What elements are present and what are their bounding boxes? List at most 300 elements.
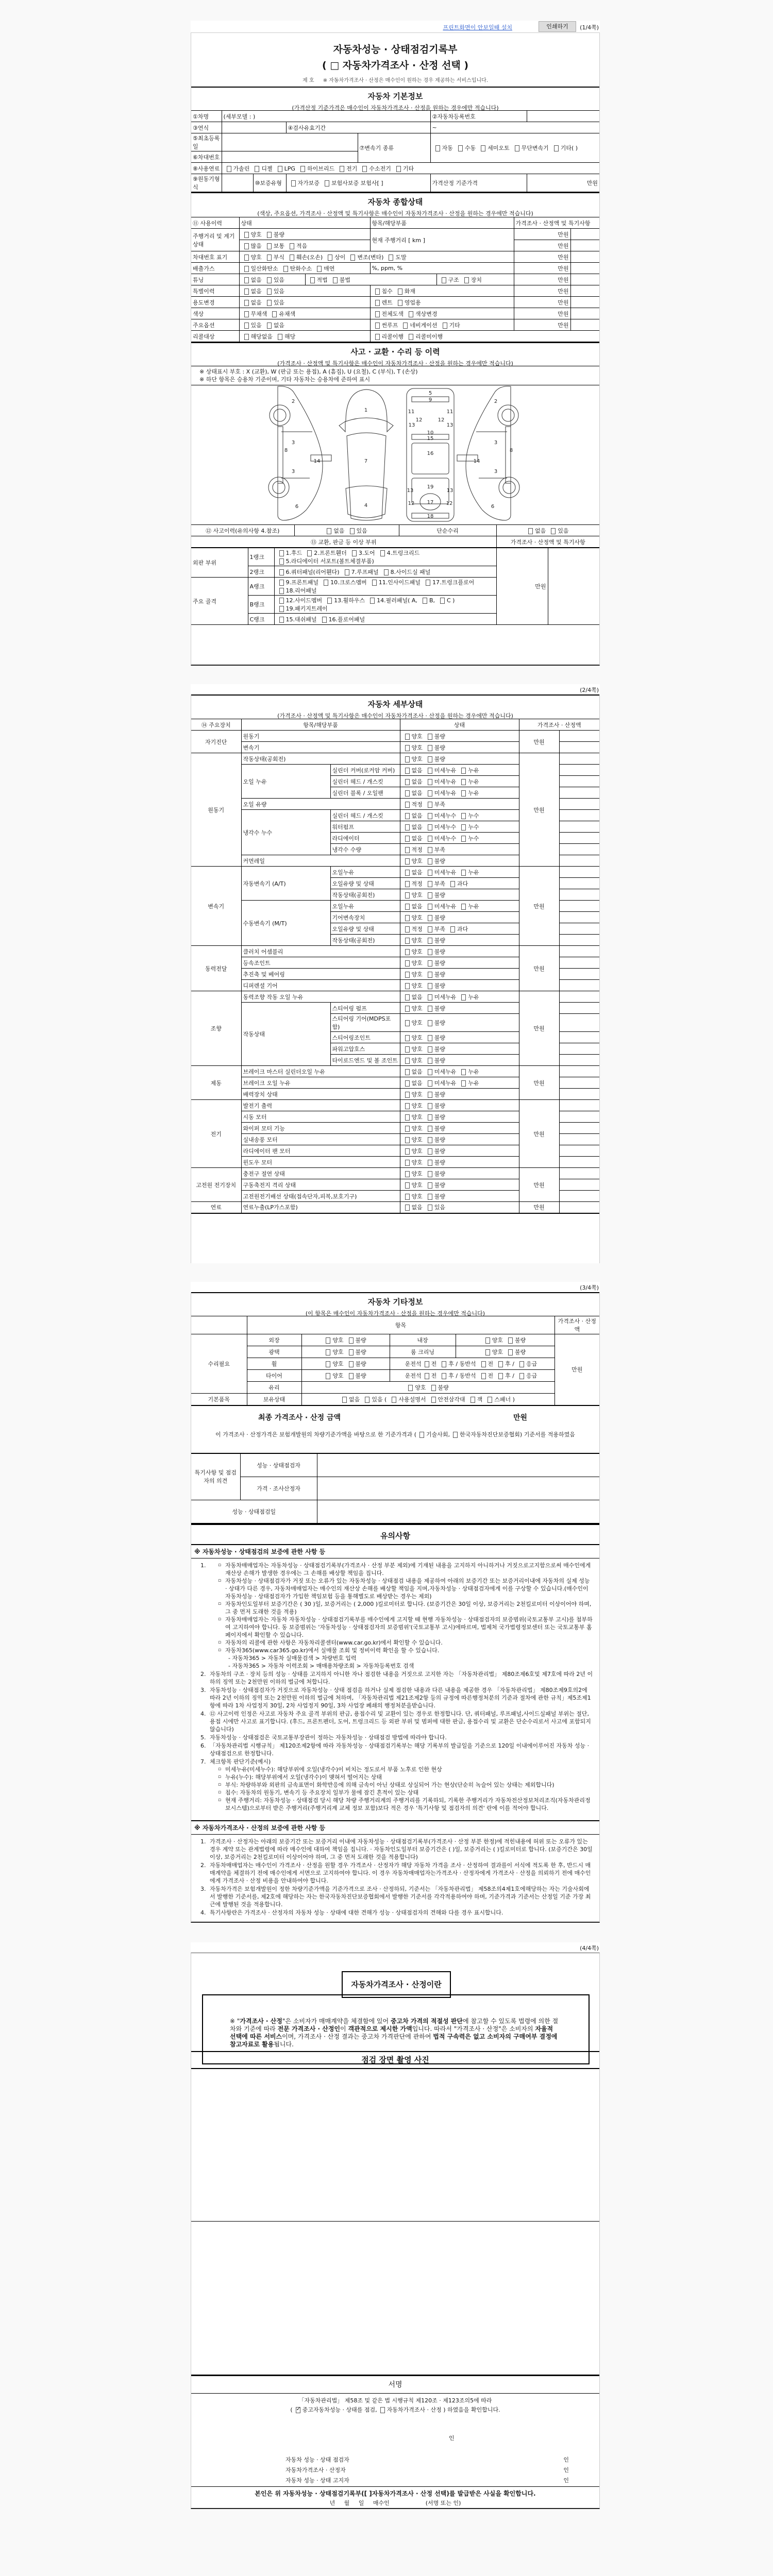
table-cell[interactable] [239,331,370,342]
checkbox[interactable] [405,768,410,774]
checkbox[interactable] [279,550,284,556]
checkbox[interactable] [464,277,469,283]
checkbox[interactable] [428,870,432,876]
checkbox[interactable] [290,255,294,261]
checkbox[interactable] [428,1126,432,1132]
checkbox[interactable] [267,277,272,283]
checkbox[interactable] [267,300,272,306]
checkbox[interactable] [461,994,466,1001]
table-cell[interactable] [301,1370,390,1382]
checkbox[interactable] [428,1205,432,1211]
price-input[interactable] [559,1168,599,1179]
checkbox[interactable] [431,1385,436,1391]
table-cell[interactable] [301,1394,554,1405]
checkbox[interactable] [267,232,272,238]
checkbox[interactable] [450,926,455,933]
checkbox[interactable] [442,277,446,283]
status-options[interactable] [400,1145,519,1157]
price-input[interactable] [559,833,599,844]
status-options[interactable] [400,923,519,935]
checkbox[interactable] [428,745,432,751]
checkbox[interactable] [405,858,410,865]
table-cell[interactable] [430,133,599,163]
checkbox[interactable] [428,1194,432,1200]
status-options[interactable] [400,867,519,878]
table-cell[interactable] [274,614,496,625]
price-input[interactable] [559,1202,599,1213]
checkbox[interactable] [515,145,519,151]
table-cell[interactable] [305,274,436,285]
status-options[interactable] [400,844,519,855]
checkbox[interactable] [405,1069,410,1075]
table-cell[interactable] [456,1334,554,1346]
status-options[interactable] [400,1032,519,1043]
checkbox[interactable] [405,756,410,762]
checkbox[interactable] [481,145,485,151]
checkbox[interactable] [425,1361,429,1367]
table-cell[interactable] [239,263,370,274]
checkbox[interactable] [405,972,410,978]
price-input[interactable] [559,1191,599,1202]
checkbox[interactable] [279,617,284,623]
checkbox[interactable] [244,311,249,317]
status-options[interactable] [400,912,519,923]
photo-area-2[interactable] [191,2221,599,2375]
price-input[interactable] [559,1055,599,1066]
print-button[interactable]: 인쇄하기 [539,21,576,32]
checkbox[interactable] [380,2407,385,2413]
checkbox[interactable] [428,847,432,853]
checkbox[interactable] [428,1160,432,1166]
price-input[interactable] [559,912,599,923]
checkbox[interactable] [428,779,432,785]
checkbox-checked[interactable] [296,2407,300,2413]
checkbox[interactable] [375,334,380,340]
checkbox[interactable] [307,550,312,556]
status-options[interactable] [400,991,519,1003]
checkbox[interactable] [498,1373,503,1379]
checkbox[interactable] [375,300,380,306]
price-input[interactable] [559,776,599,787]
checkbox[interactable] [267,243,272,249]
checkbox[interactable] [428,1006,432,1012]
table-cell[interactable] [294,525,399,536]
checkbox[interactable] [279,558,284,565]
checkbox[interactable] [342,1397,347,1403]
checkbox[interactable] [375,323,380,329]
status-options[interactable] [400,855,519,867]
checkbox[interactable] [428,858,432,865]
checkbox[interactable] [405,1182,410,1189]
checkbox[interactable] [350,528,355,534]
price-input[interactable] [559,1123,599,1134]
checkbox[interactable] [267,255,272,261]
price-input[interactable] [559,855,599,867]
status-options[interactable] [400,901,519,912]
table-cell[interactable] [370,297,514,308]
checkbox[interactable] [405,1058,410,1064]
checkbox[interactable] [328,255,332,261]
checkbox[interactable] [279,580,284,586]
photo-area-1[interactable] [191,2068,599,2221]
table-cell[interactable] [496,525,599,536]
checkbox[interactable] [405,915,410,921]
checkbox[interactable] [408,1385,413,1391]
checkbox[interactable] [428,1035,432,1041]
table-cell[interactable] [301,1334,390,1346]
price-input[interactable] [559,731,599,742]
status-options[interactable] [400,1003,519,1014]
checkbox[interactable] [461,824,466,831]
table-cell[interactable] [239,274,305,285]
checkbox[interactable] [461,904,466,910]
checkbox[interactable] [384,569,389,575]
checkbox[interactable] [405,1160,410,1166]
checkbox[interactable] [244,243,249,249]
checkbox[interactable] [352,550,357,556]
table-cell[interactable] [286,174,430,192]
checkbox[interactable] [488,1397,492,1403]
checkbox[interactable] [405,926,410,933]
checkbox[interactable] [290,243,294,249]
checkbox[interactable] [461,779,466,785]
checkbox[interactable] [333,277,338,283]
checkbox[interactable] [398,289,402,295]
checkbox[interactable] [405,1020,410,1026]
table-cell[interactable] [370,319,514,331]
status-options[interactable] [400,821,519,833]
table-cell[interactable] [301,1346,390,1358]
checkbox[interactable] [405,1092,410,1098]
checkbox[interactable] [405,938,410,944]
checkbox[interactable] [396,166,401,172]
checkbox[interactable] [428,1080,432,1087]
checkbox[interactable] [349,1373,354,1379]
checkbox[interactable] [405,994,410,1001]
checkbox[interactable] [405,1103,410,1109]
checkbox[interactable] [428,836,432,842]
status-options[interactable] [400,935,519,946]
checkbox[interactable] [428,1171,432,1177]
checkbox[interactable] [428,790,432,796]
status-options[interactable] [400,1043,519,1055]
checkbox[interactable] [405,1205,410,1211]
status-options[interactable] [400,1123,519,1134]
price-input[interactable] [559,1100,599,1111]
checkbox[interactable] [291,180,296,187]
checkbox[interactable] [283,266,288,272]
checkbox[interactable] [508,1337,513,1344]
checkbox[interactable] [227,166,231,172]
checkbox[interactable] [405,960,410,967]
status-options[interactable] [400,1014,519,1032]
checkbox[interactable] [244,289,249,295]
checkbox[interactable] [428,926,432,933]
checkbox[interactable] [325,180,329,187]
checkbox[interactable] [458,145,463,151]
checkbox[interactable] [365,1397,369,1403]
checkbox[interactable] [405,870,410,876]
checkbox[interactable] [461,813,466,819]
checkbox[interactable] [372,580,377,586]
checkbox[interactable] [405,904,410,910]
price-input[interactable] [559,980,599,991]
checkbox[interactable] [461,836,466,842]
checkbox[interactable] [428,824,432,831]
checkbox[interactable] [519,1361,524,1367]
checkbox[interactable] [403,323,408,329]
checkbox[interactable] [405,836,410,842]
checkbox[interactable] [279,569,284,575]
table-cell[interactable] [274,548,496,566]
checkbox[interactable] [428,768,432,774]
price-input[interactable] [559,889,599,901]
checkbox[interactable] [405,983,410,989]
price-input[interactable] [559,753,599,765]
checkbox[interactable] [324,580,328,586]
price-input[interactable] [559,923,599,935]
checkbox[interactable] [349,1361,354,1367]
checkbox[interactable] [428,802,432,808]
table-cell[interactable] [239,240,370,251]
status-options[interactable] [400,1157,519,1168]
checkbox[interactable] [428,994,432,1001]
checkbox[interactable] [426,580,430,586]
price-input[interactable] [559,957,599,969]
status-options[interactable] [400,1066,519,1077]
checkbox[interactable] [428,1137,432,1143]
table-cell[interactable] [301,1382,554,1394]
checkbox[interactable] [405,892,410,899]
checkbox[interactable] [244,300,249,306]
price-input[interactable] [559,1089,599,1100]
checkbox[interactable] [428,960,432,967]
price-input[interactable] [559,810,599,821]
price-input[interactable] [559,787,599,799]
status-options[interactable] [400,810,519,821]
checkbox[interactable] [405,1171,410,1177]
status-options[interactable] [400,1077,519,1089]
checkbox[interactable] [428,756,432,762]
checkbox[interactable] [551,528,556,534]
status-options[interactable] [400,1055,519,1066]
checkbox[interactable] [428,1114,432,1121]
checkbox[interactable] [428,1182,432,1189]
status-options[interactable] [400,1202,519,1213]
checkbox[interactable] [405,1114,410,1121]
checkbox[interactable] [425,1373,429,1379]
checkbox[interactable] [428,983,432,989]
price-input[interactable] [559,742,599,753]
table-cell[interactable] [222,163,599,174]
checkbox[interactable] [428,1148,432,1155]
checkbox[interactable] [327,598,332,604]
checkbox[interactable] [405,734,410,740]
status-options[interactable] [400,1191,519,1202]
checkbox[interactable] [461,870,466,876]
table-cell[interactable] [370,285,514,297]
table-cell[interactable] [239,285,370,297]
checkbox[interactable] [528,528,533,534]
checkbox[interactable] [423,598,427,604]
status-options[interactable] [400,980,519,991]
checkbox[interactable] [278,334,282,340]
status-options[interactable] [400,787,519,799]
checkbox[interactable] [428,938,432,944]
checkbox[interactable] [461,1080,466,1087]
status-options[interactable] [400,753,519,765]
checkbox[interactable] [405,881,410,887]
checkbox[interactable] [326,1373,330,1379]
checkbox[interactable] [380,550,385,556]
status-options[interactable] [400,833,519,844]
table-cell[interactable] [239,297,370,308]
table-cell[interactable] [390,1358,554,1370]
status-options[interactable] [400,731,519,742]
checkbox[interactable] [362,166,367,172]
checkbox[interactable] [450,881,455,887]
price-input[interactable] [559,935,599,946]
table-cell[interactable] [239,319,370,331]
price-input[interactable] [559,1003,599,1014]
checkbox[interactable] [470,1397,475,1403]
checkbox[interactable] [405,1006,410,1012]
status-options[interactable] [400,1111,519,1123]
checkbox[interactable] [244,334,249,340]
checkbox[interactable] [389,255,393,261]
price-input[interactable] [559,867,599,878]
table-cell[interactable] [239,308,370,319]
table-cell[interactable] [274,596,496,614]
checkbox[interactable] [244,255,249,261]
checkbox[interactable] [428,813,432,819]
checkbox[interactable] [405,949,410,955]
checkbox[interactable] [405,847,410,853]
checkbox[interactable] [440,598,445,604]
checkbox[interactable] [272,311,277,317]
checkbox[interactable] [267,289,272,295]
price-input[interactable] [559,799,599,810]
checkbox[interactable] [326,1349,330,1355]
table-cell[interactable] [239,229,370,240]
checkbox[interactable] [443,323,447,329]
checkbox[interactable] [428,972,432,978]
checkbox[interactable] [428,892,432,899]
price-input[interactable] [559,1014,599,1032]
checkbox[interactable] [405,1137,410,1143]
checkbox[interactable] [428,904,432,910]
status-options[interactable] [400,1089,519,1100]
checkbox[interactable] [340,166,344,172]
price-input[interactable] [559,821,599,833]
checkbox[interactable] [279,606,284,612]
table-cell[interactable] [436,274,514,285]
checkbox[interactable] [405,802,410,808]
checkbox[interactable] [349,1349,354,1355]
checkbox[interactable] [405,824,410,831]
price-input[interactable] [559,1111,599,1123]
checkbox[interactable] [428,734,432,740]
table-cell[interactable] [370,331,599,342]
checkbox[interactable] [375,311,380,317]
checkbox[interactable] [405,745,410,751]
status-options[interactable] [400,742,519,753]
price-input[interactable] [559,1077,599,1089]
table-cell[interactable] [239,251,514,263]
status-options[interactable] [400,776,519,787]
checkbox[interactable] [267,323,272,329]
checkbox[interactable] [370,598,375,604]
checkbox[interactable] [498,1361,503,1367]
price-input[interactable] [559,1032,599,1043]
checkbox[interactable] [405,1194,410,1200]
table-cell[interactable] [390,1370,554,1382]
checkbox[interactable] [310,277,315,283]
price-input[interactable] [559,946,599,957]
checkbox[interactable] [428,1069,432,1075]
checkbox[interactable] [405,813,410,819]
checkbox[interactable] [349,1337,354,1344]
status-options[interactable] [400,1100,519,1111]
checkbox[interactable] [405,1046,410,1053]
checkbox[interactable] [442,1361,446,1367]
checkbox[interactable] [392,1397,396,1403]
checkbox[interactable] [485,1337,490,1344]
status-options[interactable] [400,957,519,969]
status-options[interactable] [400,946,519,957]
checkbox[interactable] [405,779,410,785]
checkbox[interactable] [453,1432,458,1438]
checkbox[interactable] [519,1373,524,1379]
checkbox[interactable] [350,255,355,261]
checkbox[interactable] [345,569,349,575]
checkbox[interactable] [428,881,432,887]
checkbox[interactable] [279,588,284,594]
status-options[interactable] [400,1134,519,1145]
checkbox[interactable] [428,915,432,921]
checkbox[interactable] [409,311,413,317]
checkbox[interactable] [244,266,249,272]
price-input[interactable] [559,878,599,889]
status-options[interactable] [400,889,519,901]
checkbox[interactable] [278,166,282,172]
checkbox[interactable] [279,598,284,604]
price-input[interactable] [559,969,599,980]
table-cell[interactable] [370,308,514,319]
status-options[interactable] [400,969,519,980]
checkbox[interactable] [405,1035,410,1041]
checkbox[interactable] [461,1069,466,1075]
checkbox[interactable] [244,323,249,329]
price-input[interactable] [559,901,599,912]
checkbox[interactable] [398,300,402,306]
checkbox[interactable] [317,266,322,272]
checkbox[interactable] [428,1058,432,1064]
checkbox[interactable] [428,1020,432,1026]
checkbox[interactable] [375,289,380,295]
checkbox[interactable] [485,1349,490,1355]
checkbox[interactable] [244,232,249,238]
checkbox[interactable] [461,790,466,796]
table-cell[interactable] [456,1346,554,1358]
price-input[interactable] [559,991,599,1003]
checkbox[interactable] [428,1103,432,1109]
status-options[interactable] [400,765,519,776]
checkbox[interactable] [300,166,305,172]
price-input[interactable] [559,1157,599,1168]
table-cell[interactable] [301,1358,390,1370]
price-input[interactable] [559,1134,599,1145]
